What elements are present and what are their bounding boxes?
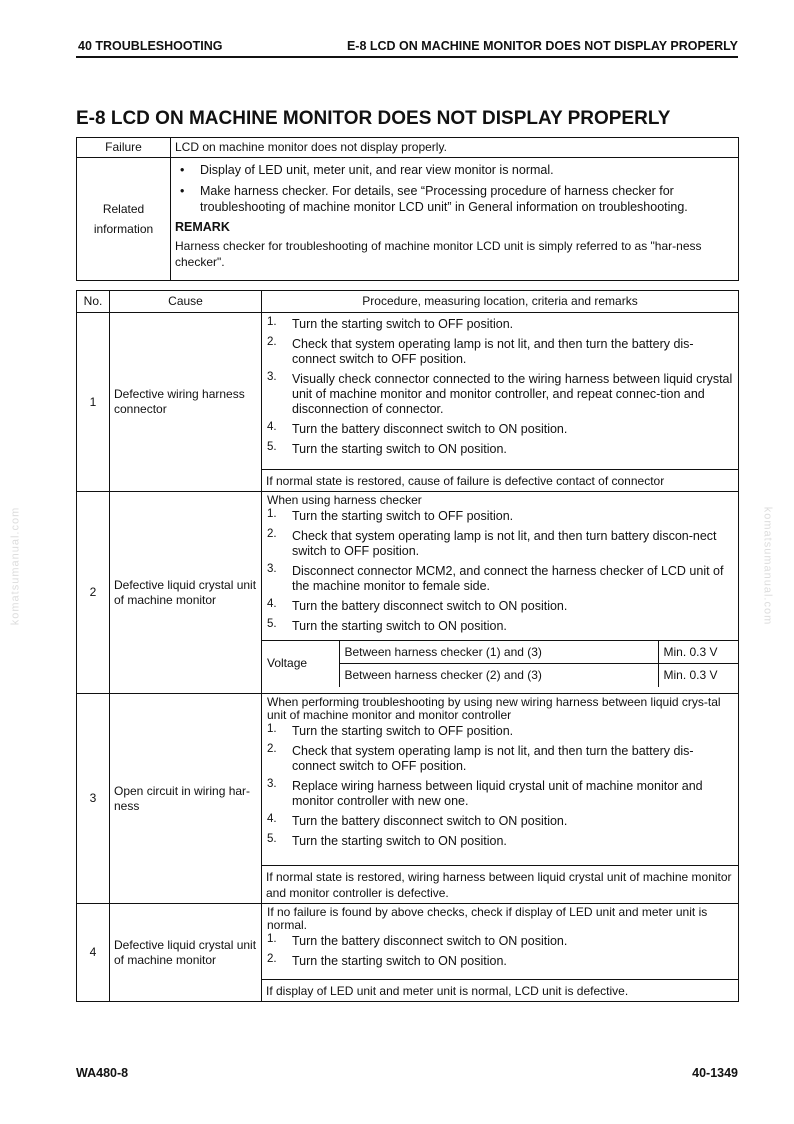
step-text: Check that system operating lamp is not lit, and then turn the battery dis-connect switch to OFF position. bbox=[292, 744, 694, 773]
remark-title: REMARK bbox=[175, 220, 230, 234]
step-item: 3. Visually check connector connected to the wiring harness between liquid crystal unit of machine monitor and monitor controller, and repeat connec-tion and disconnection of connector. bbox=[267, 371, 733, 416]
step-text: Turn the battery disconnect switch to ON position. bbox=[292, 422, 568, 436]
step-item: 3. Disconnect connector MCM2, and connect the harness checker of LCD unit of the machine monitor to female side. bbox=[267, 563, 724, 593]
row-cause: Defective liquid crystal unit of machine monitor bbox=[110, 492, 262, 694]
step-text: Replace wiring harness between liquid crystal unit of machine monitor and monitor controller with new one. bbox=[292, 779, 703, 808]
info-table bbox=[76, 137, 739, 281]
voltage-table bbox=[262, 640, 739, 687]
step-item: 2. Check that system operating lamp is not lit, and then turn the battery dis-connect switch to OFF position. bbox=[267, 336, 694, 366]
step-item: 1. Turn the starting switch to OFF position. bbox=[267, 508, 514, 523]
header-no: No. bbox=[77, 291, 110, 313]
step-text: Turn the starting switch to ON position. bbox=[292, 954, 507, 968]
bullet-text: Make harness checker. For details, see “Processing procedure of harness checker for troubleshooting of machine monitor LCD unit” in General information on troubleshooting. bbox=[200, 184, 688, 214]
troubleshooting-table bbox=[76, 290, 739, 1002]
procedure-cell bbox=[262, 904, 739, 980]
footer-page-number: 40-1349 bbox=[692, 1066, 738, 1080]
bullet-item: • Display of LED unit, meter unit, and rear view monitor is normal. bbox=[180, 163, 554, 177]
header-section: 40 TROUBLESHOOTING bbox=[78, 39, 223, 53]
result-note: If normal state is restored, cause of failure is defective contact of connector bbox=[262, 470, 739, 492]
procedure-intro: When using harness checker bbox=[267, 493, 422, 507]
step-text: Turn the starting switch to ON position. bbox=[292, 619, 507, 633]
bullet-item: • Make harness checker. For details, see “Processing procedure of harness checker for troubleshooting of machine monitor LCD unit” in General information on troubleshooting. bbox=[180, 184, 688, 214]
step-text: Turn the battery disconnect switch to ON position. bbox=[292, 934, 568, 948]
step-item: 4. Turn the battery disconnect switch to ON position. bbox=[267, 813, 568, 828]
row-number: 2 bbox=[77, 492, 110, 694]
procedure-cell bbox=[262, 694, 739, 866]
procedure-intro: If no failure is found by above checks, check if display of LED unit and meter unit is normal. bbox=[267, 905, 708, 932]
step-item: 1. Turn the starting switch to OFF position. bbox=[267, 723, 514, 738]
step-text: Check that system operating lamp is not lit, and then turn battery discon-nect switch to OFF position. bbox=[292, 529, 717, 558]
step-item: 5. Turn the starting switch to ON position. bbox=[267, 618, 507, 633]
row-cause: Open circuit in wiring har-ness bbox=[110, 694, 262, 904]
step-item: 4. Turn the battery disconnect switch to ON position. bbox=[267, 421, 568, 436]
row-cause: Defective wiring harness connector bbox=[110, 313, 262, 492]
voltage-value: Min. 0.3 V bbox=[658, 664, 739, 687]
bullet-text: Display of LED unit, meter unit, and rear view monitor is normal. bbox=[200, 163, 554, 177]
watermark-right: komatsumanual.com bbox=[761, 506, 774, 626]
step-item: 3. Replace wiring harness between liquid crystal unit of machine monitor and monitor controller with new one. bbox=[267, 778, 703, 808]
watermark-left: komatsumanual.com bbox=[9, 506, 22, 626]
remark-text: Harness checker for troubleshooting of machine monitor LCD unit is simply referred to as "har-ness checker". bbox=[175, 239, 702, 269]
step-item: 2. Check that system operating lamp is not lit, and then turn the battery dis-connect switch to OFF position. bbox=[267, 743, 694, 773]
step-item: 5. Turn the starting switch to ON position. bbox=[267, 833, 507, 848]
header-topic: E-8 LCD ON MACHINE MONITOR DOES NOT DISPLAY PROPERLY bbox=[346, 39, 738, 53]
step-text: Turn the starting switch to ON position. bbox=[292, 834, 507, 848]
step-text: Turn the starting switch to OFF position. bbox=[292, 317, 514, 331]
step-item: 4. Turn the battery disconnect switch to ON position. bbox=[267, 598, 568, 613]
related-label bbox=[77, 158, 171, 281]
footer-model: WA480-8 bbox=[76, 1066, 129, 1080]
step-text: Turn the starting switch to OFF position. bbox=[292, 509, 514, 523]
step-item: 1. Turn the starting switch to OFF position. bbox=[267, 316, 514, 331]
procedure-intro: When performing troubleshooting by using new wiring harness between liquid crys-tal unit of machine monitor and monitor controller bbox=[267, 695, 721, 722]
header-cause: Cause bbox=[110, 291, 262, 313]
related-info bbox=[171, 158, 739, 281]
result-note: If display of LED unit and meter unit is normal, LCD unit is defective. bbox=[262, 980, 739, 1002]
step-item: 5. Turn the starting switch to ON position. bbox=[267, 441, 507, 456]
row-number: 3 bbox=[77, 694, 110, 904]
step-text: Turn the battery disconnect switch to ON position. bbox=[292, 599, 568, 613]
page-header bbox=[76, 36, 738, 58]
voltage-between: Between harness checker (2) and (3) bbox=[339, 664, 658, 687]
row-number: 4 bbox=[77, 904, 110, 1002]
related-label-line2: information bbox=[93, 222, 154, 236]
step-item: 2. Turn the starting switch to ON position. bbox=[267, 953, 507, 968]
row-number: 1 bbox=[77, 313, 110, 492]
failure-label: Failure bbox=[77, 138, 171, 158]
step-text: Visually check connector connected to the wiring harness between liquid crystal unit of machine monitor and monitor controller, and repeat connec-tion and disconnection of connector. bbox=[292, 372, 733, 416]
step-text: Turn the starting switch to ON position. bbox=[292, 442, 507, 456]
voltage-between: Between harness checker (1) and (3) bbox=[339, 641, 658, 664]
result-note: If normal state is restored, wiring harness between liquid crystal unit of machine monitor and monitor controller is defective. bbox=[262, 866, 739, 904]
procedure-cell bbox=[262, 492, 739, 694]
step-text: Turn the battery disconnect switch to ON position. bbox=[292, 814, 568, 828]
voltage-value: Min. 0.3 V bbox=[658, 641, 739, 664]
procedure-cell bbox=[262, 313, 739, 470]
header-procedure: Procedure, measuring location, criteria and remarks bbox=[262, 291, 739, 313]
related-label-line1: Related bbox=[102, 202, 145, 216]
row-cause: Defective liquid crystal unit of machine monitor bbox=[110, 904, 262, 1002]
page-title: E-8 LCD ON MACHINE MONITOR DOES NOT DISPLAY PROPERLY bbox=[76, 108, 671, 129]
step-text: Check that system operating lamp is not lit, and then turn the battery dis-connect switch to OFF position. bbox=[292, 337, 694, 366]
voltage-label: Voltage bbox=[262, 641, 339, 687]
step-text: Turn the starting switch to OFF position. bbox=[292, 724, 514, 738]
step-item: 2. Check that system operating lamp is not lit, and then turn battery discon-nect switch to OFF position. bbox=[267, 528, 717, 558]
step-item: 1. Turn the battery disconnect switch to ON position. bbox=[267, 933, 568, 948]
step-text: Disconnect connector MCM2, and connect the harness checker of LCD unit of the machine monitor to female side. bbox=[292, 564, 724, 593]
failure-text: LCD on machine monitor does not display properly. bbox=[171, 138, 739, 158]
